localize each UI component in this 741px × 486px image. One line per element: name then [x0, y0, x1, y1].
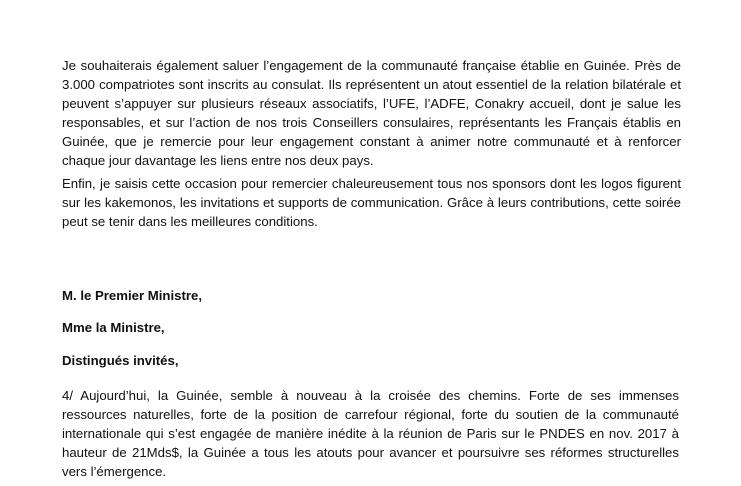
salutation-prime-minister: M. le Premier Ministre, — [62, 288, 202, 303]
salutation-guests: Distingués invités, — [62, 353, 179, 368]
paragraph-community: Je souhaiterais également saluer l’engagement de la communauté française établie en Guinée. Près de 3.000 compatriotes sont inscrits au consulat. Ils représentent un atout essentiel de la relation bilatérale et peuvent s’appuyer sur plusieurs réseaux associatifs, l’UFE, l’ADFE, Conakry accueil, dont je salue les responsables, et sur l’action de nos trois Conseillers consulaires, représentants les Français établis en Guinée, que je remercie pour leur engagement constant à animer notre communauté et à renforcer chaque jour davantage les liens entre nos deux pays. — [62, 58, 681, 168]
paragraph-sponsors: Enfin, je saisis cette occasion pour remercier chaleureusement tous nos sponsors dont les logos figurent sur les kakemonos, les invitations et supports de communication. Grâce à leurs contributions, cette soirée peut se tenir dans les meilleures conditions. — [62, 176, 681, 229]
salutation-minister: Mme la Ministre, — [62, 320, 165, 335]
paragraph-guinea-crossroads: 4/ Aujourd’hui, la Guinée, semble à nouveau à la croisée des chemins. Forte de ses immenses ressources naturelles, forte de la position de carrefour régional, forte du soutien de la communauté internationale qui s’est engagée de manière inédite à la réunion de Paris sur le PNDES en nov. 2017 à hauteur de 21Mds$, la Guinée a tous les atouts pour avancer et poursuivre ses réformes structurelles vers l’émergence. — [62, 388, 679, 479]
